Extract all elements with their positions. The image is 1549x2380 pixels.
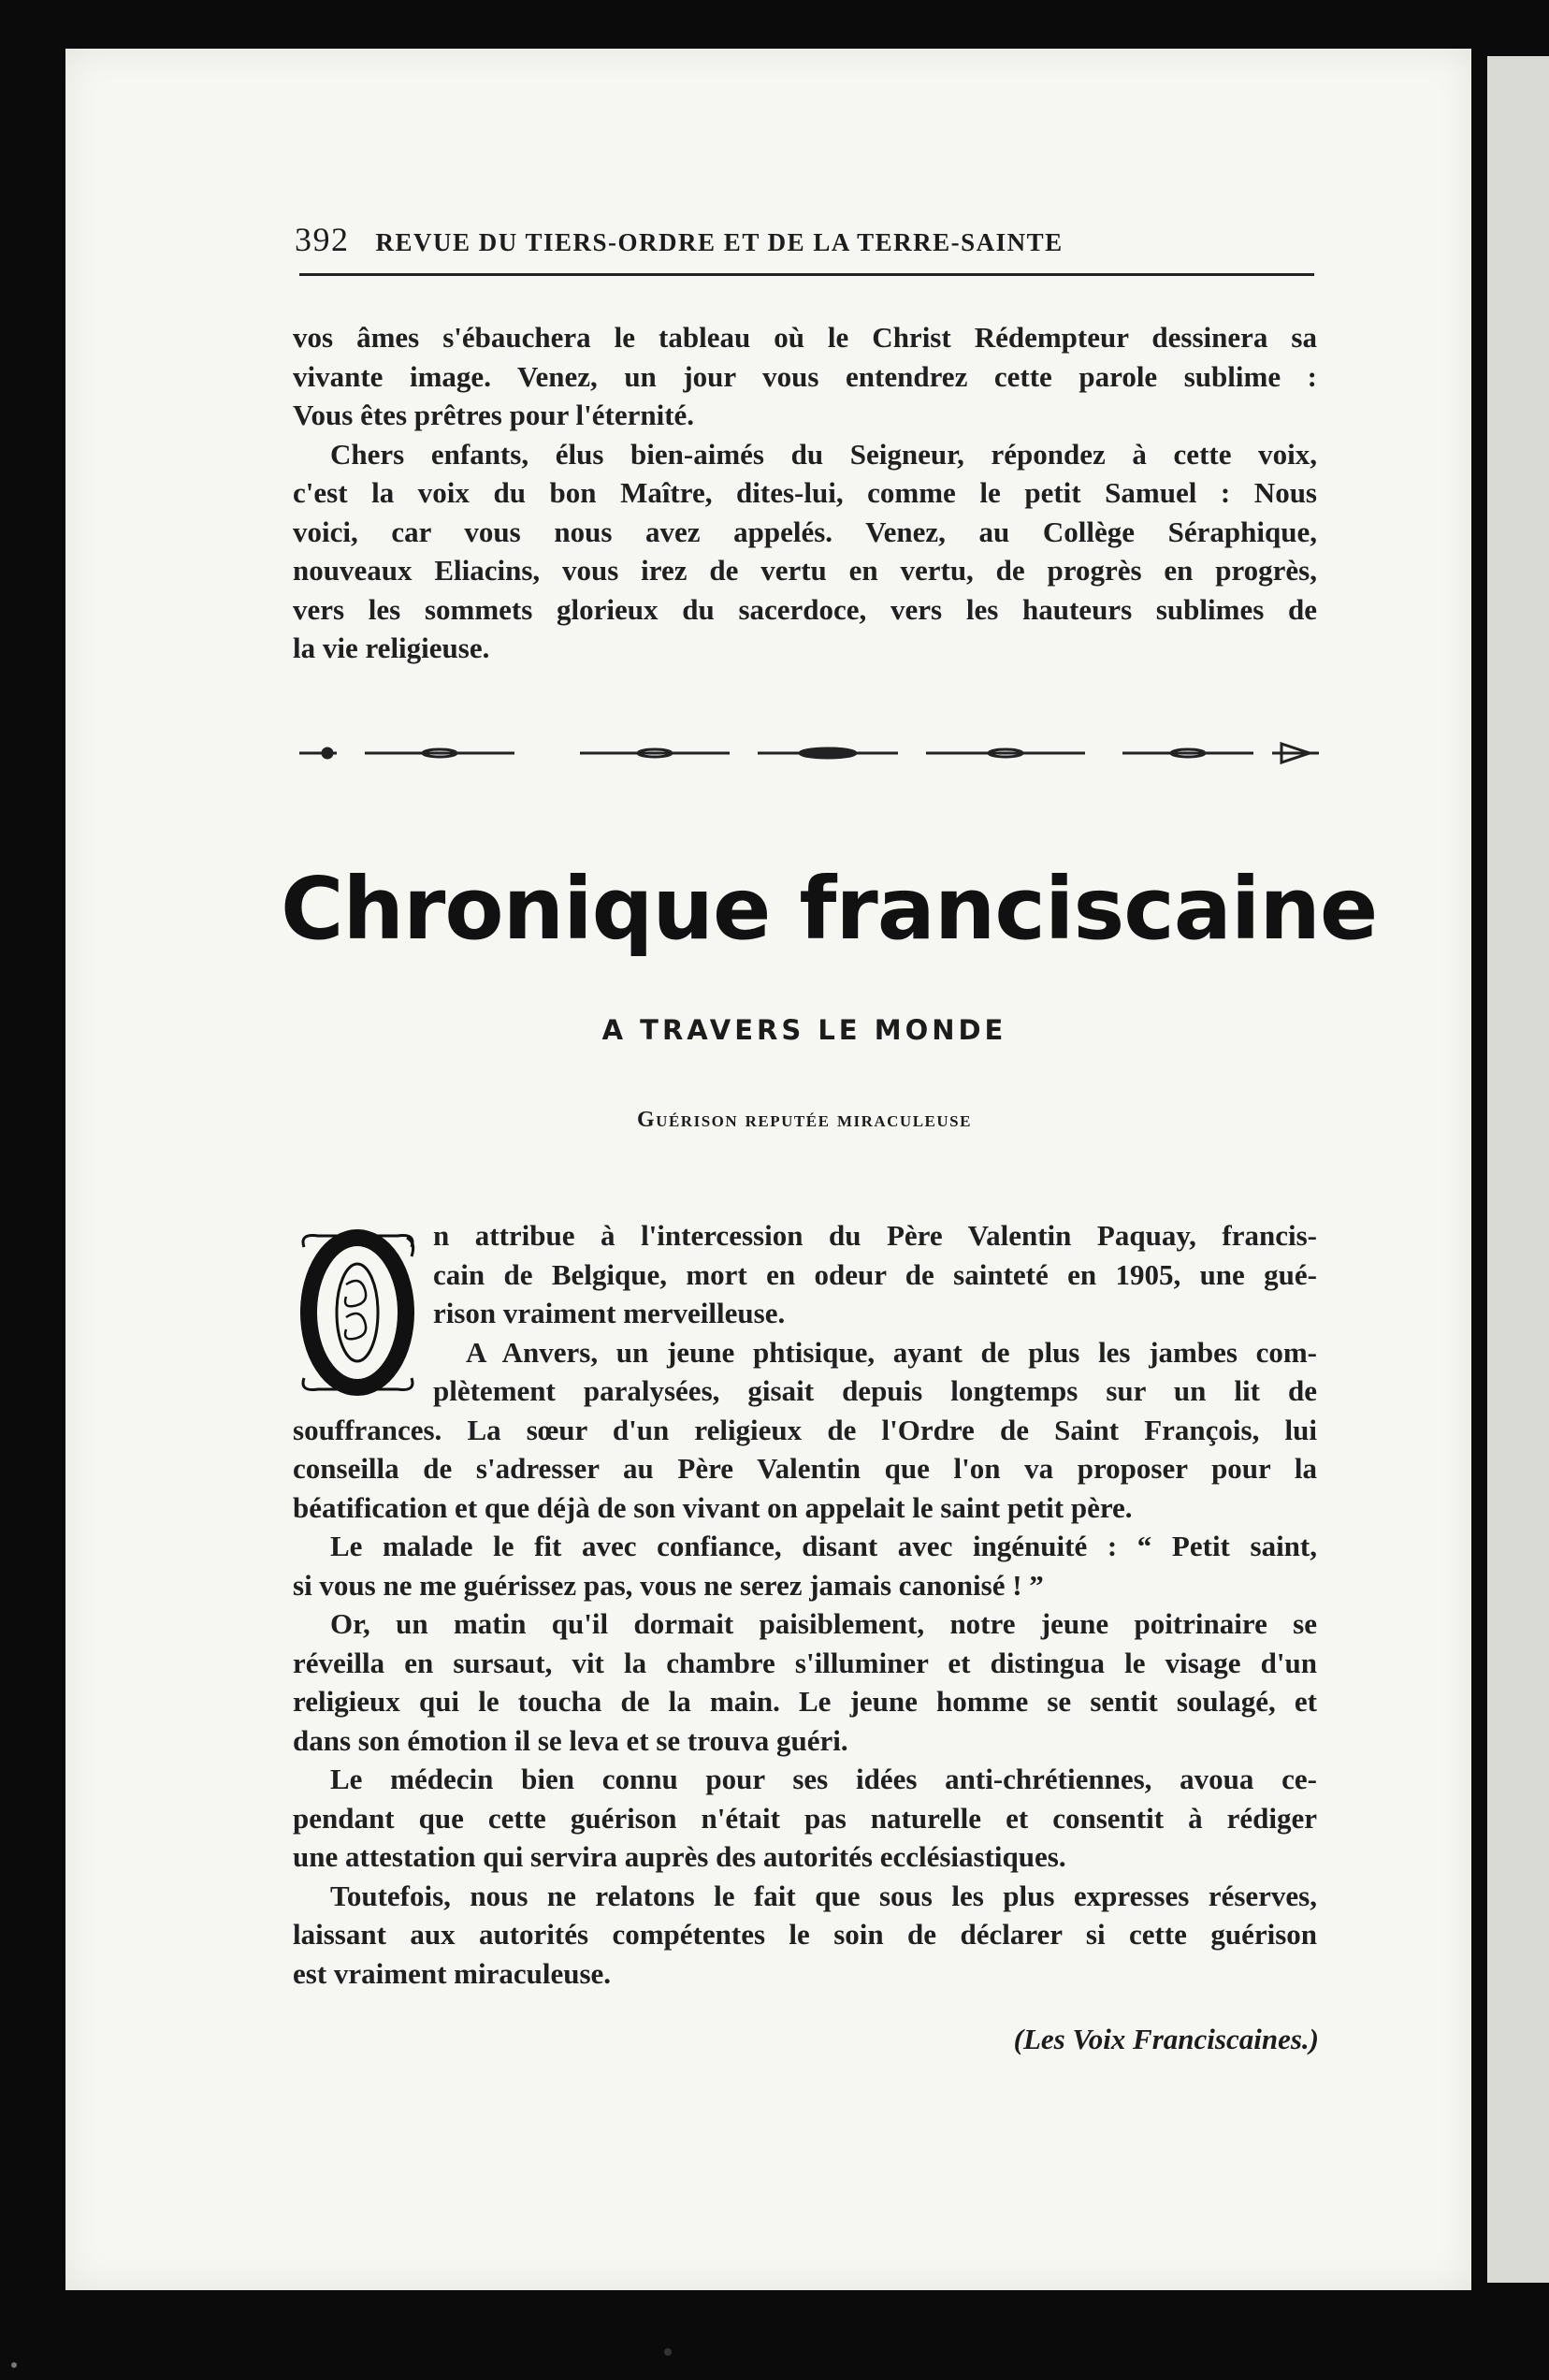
intro-line: vos âmes s'ébauchera le tableau où le Christ Rédempteur dessinera sa: [293, 321, 1317, 354]
intro-line: vers les sommets glorieux du sacerdoce, vers les hauteurs sublimes de: [293, 592, 1317, 626]
intro-line: Vous êtes prêtres pour l'éternité.: [293, 399, 695, 431]
chronicle-subtitle: A TRAVERS LE MONDE: [601, 1014, 1007, 1046]
intro-line: voici, car vous nous avez appelés. Venez, au Collège Séraphique,: [293, 515, 1317, 548]
running-head: [295, 220, 1319, 259]
intro-line: la vie religieuse.: [293, 631, 490, 664]
intro-line: c'est la voix du bon Maître, dites-lui, comme le petit Samuel : Nous: [293, 476, 1317, 509]
scan-speck: [11, 2362, 17, 2368]
article-line: Le médecin bien connu pour ses idées anti-chrétiennes, avoua ce-: [330, 1763, 1317, 1795]
article-line: Toutefois, nous ne relatons le fait que sous les plus expresses réserves,: [330, 1879, 1317, 1912]
chronicle-title: Chronique franciscaine: [281, 859, 1378, 959]
article-line: rison vraiment merveilleuse.: [433, 1297, 786, 1329]
article-line: A Anvers, un jeune phtisique, ayant de plus les jambes com-: [466, 1335, 1317, 1369]
article-line: Or, un matin qu'il dormait paisiblement, notre jeune poitrinaire se: [330, 1607, 1317, 1640]
article-line: souffrances. La sœur d'un religieux de l'Ordre de Saint François, lui: [293, 1413, 1317, 1446]
article-line: pendant que cette guérison n'était pas naturelle et consentit à rédiger: [293, 1801, 1317, 1835]
intro-line: vivante image. Venez, un jour vous entendrez cette parole sublime :: [293, 359, 1317, 393]
article-line: n attribue à l'intercession du Père Valentin Paquay, francis-: [433, 1219, 1317, 1252]
article-line: béatification et que déjà de son vivant on appelait le saint petit père.: [293, 1490, 1133, 1524]
article-text: [293, 1216, 1317, 1993]
intro-line: Chers enfants, élus bien-aimés du Seigneur, répondez à cette voix,: [330, 437, 1317, 471]
header-rule: [299, 273, 1314, 276]
source-citation: (Les Voix Franciscaines.): [1013, 2023, 1319, 2055]
ornamental-divider: [299, 739, 1319, 767]
article-line: si vous ne me guérissez pas, vous ne serez jamais canonisé ! ”: [293, 1568, 1044, 1602]
intro-text: [293, 318, 1317, 668]
page-number: 392: [295, 221, 350, 258]
article-line: est vraiment miraculeuse.: [293, 1956, 612, 1990]
article-line: religieux qui le toucha de la main. Le jeune homme se sentit soulagé, et: [293, 1685, 1317, 1718]
article-line: dans son émotion il se leva et se trouva guéri.: [293, 1723, 848, 1757]
article-line: cain de Belgique, mort en odeur de sainteté en 1905, une gué-: [433, 1257, 1317, 1291]
article-line: Le malade le fit avec confiance, disant avec ingénuité : “ Petit saint,: [330, 1530, 1317, 1562]
article-line: laissant aux autorités compétentes le soin de déclarer si cette guérison: [293, 1918, 1317, 1951]
article-line: conseilla de s'adresser au Père Valentin que l'on va proposer pour la: [293, 1452, 1317, 1485]
running-title: REVUE DU TIERS-ORDRE ET DE LA TERRE-SAINTE: [375, 228, 1064, 256]
article-line: une attestation qui servira auprès des autorités ecclésiastiques.: [293, 1840, 1066, 1873]
section-title: Guérison reputée miraculeuse: [637, 1108, 972, 1132]
scan-speck: [664, 2348, 672, 2356]
intro-line: nouveaux Eliacins, vous irez de vertu en vertu, de progrès en progrès,: [293, 554, 1317, 587]
article-line: réveilla en sursaut, vit la chambre s'illuminer et distingua le visage d'un: [293, 1646, 1317, 1679]
article-line: plètement paralysées, gisait depuis longtemps sur un lit de: [433, 1374, 1317, 1407]
facing-page-edge: [1487, 56, 1549, 2283]
